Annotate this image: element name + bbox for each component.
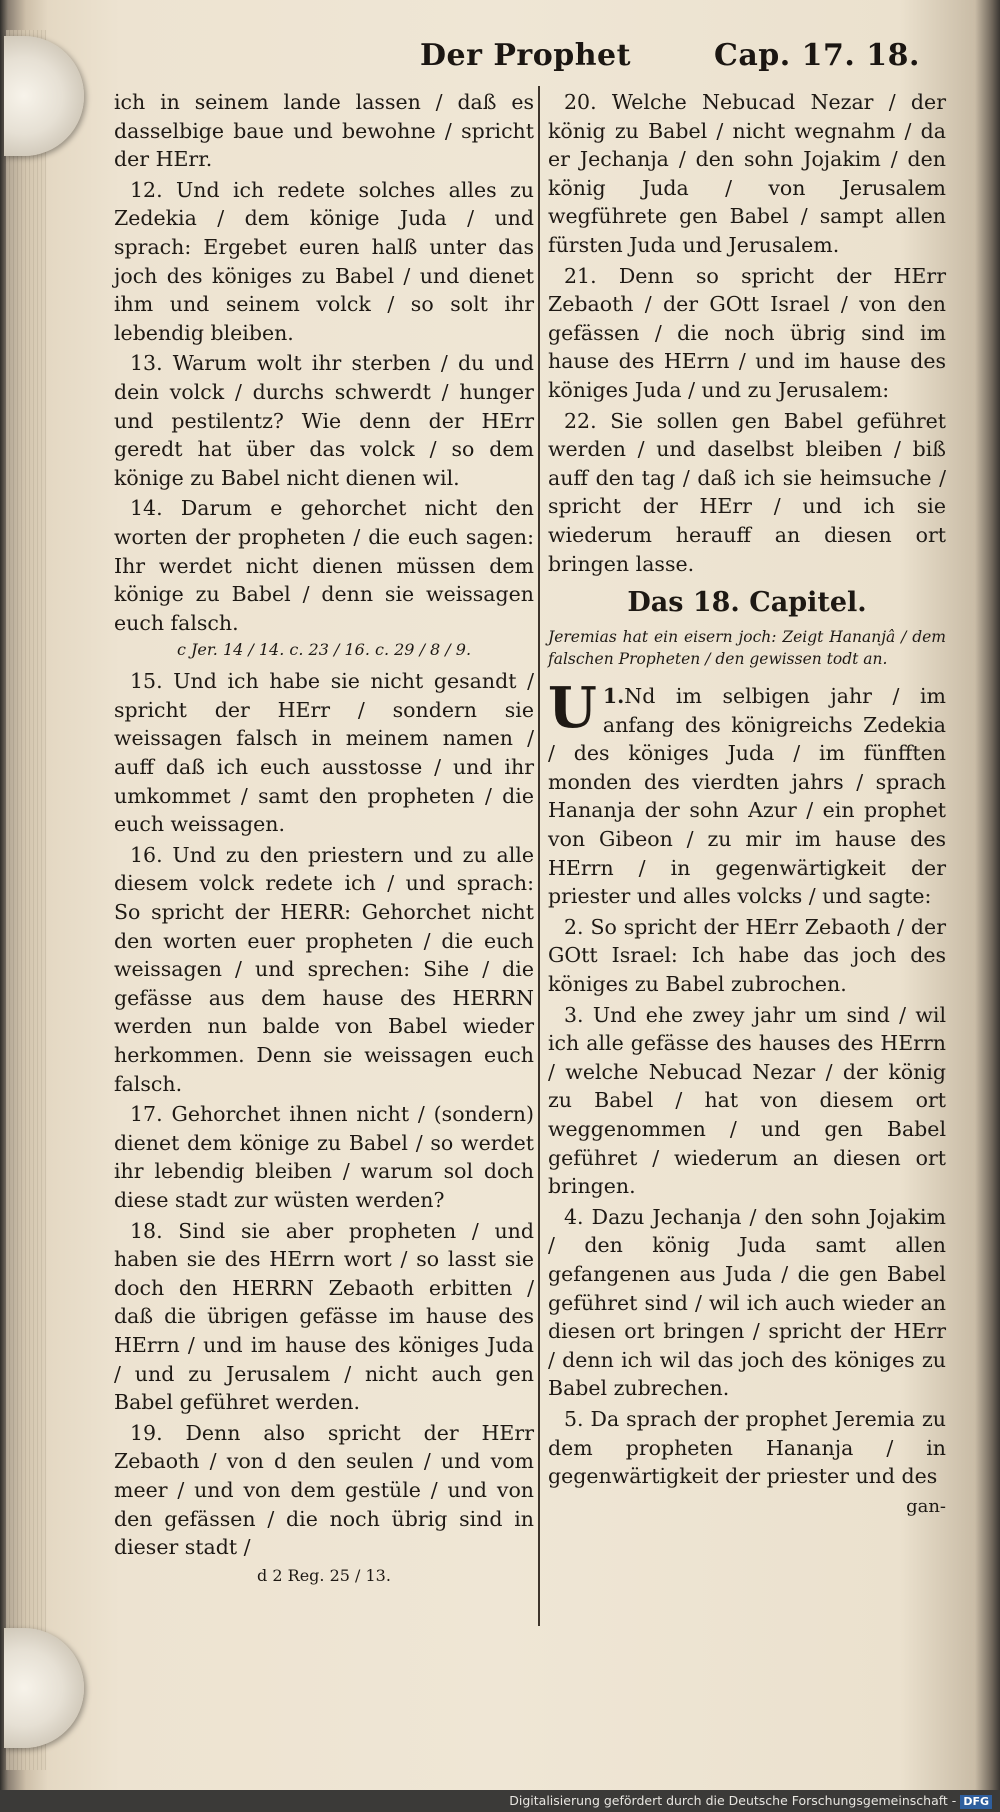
verse-5: 5. Da sprach der prophet Jeremia zu dem propheten Hananja / in gegenwärtigkeit der priester und des xyxy=(548,1406,946,1489)
dfg-logo: DFG xyxy=(960,1795,992,1809)
verse-14: 14. Darum e gehorchet nicht den worten der propheten / die euch sagen: Ihr werdet nicht dienen müssen dem könige zu Babel / denn sie weissagen euch falsch. xyxy=(114,496,534,635)
page-header xyxy=(420,38,920,84)
verse-12: 12. Und ich redete solches alles zu Zedekia / dem könige Juda / und sprach: Ergebet euren halß unter das joch des königes zu Babel / und dienet ihm und seinem volck / so solt ihr lebendig bleiben. xyxy=(114,177,534,345)
column-divider xyxy=(538,86,540,1626)
verse-3: 3. Und ehe zwey jahr um sind / wil ich alle gefässe des hauses des HErrn / welche Nebucad Nezar / der könig zu Babel / hat von diesem ort weggenommen / und gen Babel geführet / wiederum an diesen ort bringen. xyxy=(548,1002,946,1199)
verse-16: 16. Und zu den priestern und zu alle diesem volck redete ich / und sprach: So spricht der HERR: Gehorchet nicht den worten euer propheten / die euch weissagen / und sprechen: Sihe / die gefässe aus dem hause des HERRN werden nun balde von Babel wieder herkommen. Denn sie weissagen euch falsch. xyxy=(114,842,534,1096)
verse-22: 22. Sie sollen gen Babel geführet werden / und daselbst bleiben / biß auff den tag / daß ich sie heimsuche / spricht der HErr / und ich sie wiederum herauff an diesen ort bringen lasse. xyxy=(548,408,946,576)
right-column xyxy=(548,88,946,1539)
verse-19: 19. Denn also spricht der HErr Zebaoth / von d den seulen / und vom meer / und von dem gestüle / und von den gefässen / die noch übrig sind in dieser stadt / xyxy=(114,1420,534,1560)
verse-20: 20. Welche Nebucad Nezar / der könig zu Babel / nicht wegnahm / da er Jechanja / den sohn Jojakim / den könig Juda / von Jerusalem wegführete gen Babel / sampt allen fürsten Juda und Jerusalem. xyxy=(548,90,946,257)
verse-21: 21. Denn so spricht der HErr Zebaoth / der GOtt Israel / von den gefässen / die noch übrig sind im hause des HErrn / und im hause des königes Juda / und zu Jerusalem: xyxy=(548,263,946,402)
verse-2: 2. So spricht der HErr Zebaoth / der GOtt Israel: Ich habe das joch des königes zu Babel zubrochen. xyxy=(548,914,946,997)
verse-1-number: 1. xyxy=(602,684,625,709)
verse-17: 17. Gehorchet ihnen nicht / (sondern) dienet dem könige zu Babel / so werdet ihr lebendig bleiben / warum sol doch diese stadt zur wüsten werden? xyxy=(114,1102,534,1212)
verse-15: 15. Und ich habe sie nicht gesandt / spricht der HErr / sondern sie weissagen falsch in meinem namen / auff daß ich euch ausstosse / und ihr umkommet / samt den propheten / die euch weissagen. xyxy=(114,669,534,837)
verse-1-text: Nd im selbigen jahr / im anfang des königreichs Zedekia / des königes Juda / im fünfften monden des vierdten jahrs / sprach Hananja der sohn Azur / ein prophet von Gibeon / zu mir im hause des HErrn / in gegenwärtigkeit der priester und alles volcks / und sagte: xyxy=(548,684,946,909)
chapter-title: Das 18. Capitel. xyxy=(627,587,867,619)
chapter-summary: Jeremias hat ein eisern joch: Zeigt Hananjâ / dem falschen Propheten / den gewissen todt an. xyxy=(548,628,946,669)
digitization-credit xyxy=(509,1791,992,1811)
catchword: gan- xyxy=(906,1495,946,1517)
book-clamp-bottom xyxy=(4,1628,84,1748)
verse-13: 13. Warum wolt ihr sterben / du und dein volck / durchs schwerdt / hunger und pestilentz? Wie denn der HErr geredt hat über das volck / so dem könige zu Babel nicht dienen wil. xyxy=(114,351,534,490)
verse-continuation: ich in seinem lande lassen / daß es dasselbige baue und bewohne / spricht der HErr. xyxy=(114,90,534,172)
verse-1 xyxy=(548,675,946,911)
cross-reference-note: c Jer. 14 / 14. c. 23 / 16. c. 29 / 8 / 9. xyxy=(176,640,472,660)
chapter-reference: Cap. 17. 18. xyxy=(713,38,920,73)
digitization-text: Digitalisierung gefördert durch die Deutsche Forschungsgemeinschaft - xyxy=(509,1793,957,1808)
drop-cap: U xyxy=(548,675,597,742)
footnote-reference: d 2 Reg. 25 / 13. xyxy=(257,1565,391,1585)
running-title: Der Prophet xyxy=(420,38,631,73)
verse-4: 4. Dazu Jechanja / den sohn Jojakim / den könig Juda samt allen gefangenen aus Juda / die gen Babel geführet sind / wil ich auch wieder an diesen ort bringen / spricht der HErr / denn ich wil das joch des königes zu Babel zubrechen. xyxy=(548,1204,946,1401)
verse-18: 18. Sind sie aber propheten / und haben sie des HErrn wort / so lasst sie doch den HERRN Zebaoth erbitten / daß die übrigen gefässe im hause des HErrn / und im hause des königes Juda / und zu Jerusalem / nicht auch gen Babel geführet werden. xyxy=(114,1218,534,1415)
page-edge-stack xyxy=(6,30,46,1770)
book-clamp-top xyxy=(4,36,84,156)
left-column xyxy=(114,88,534,1604)
